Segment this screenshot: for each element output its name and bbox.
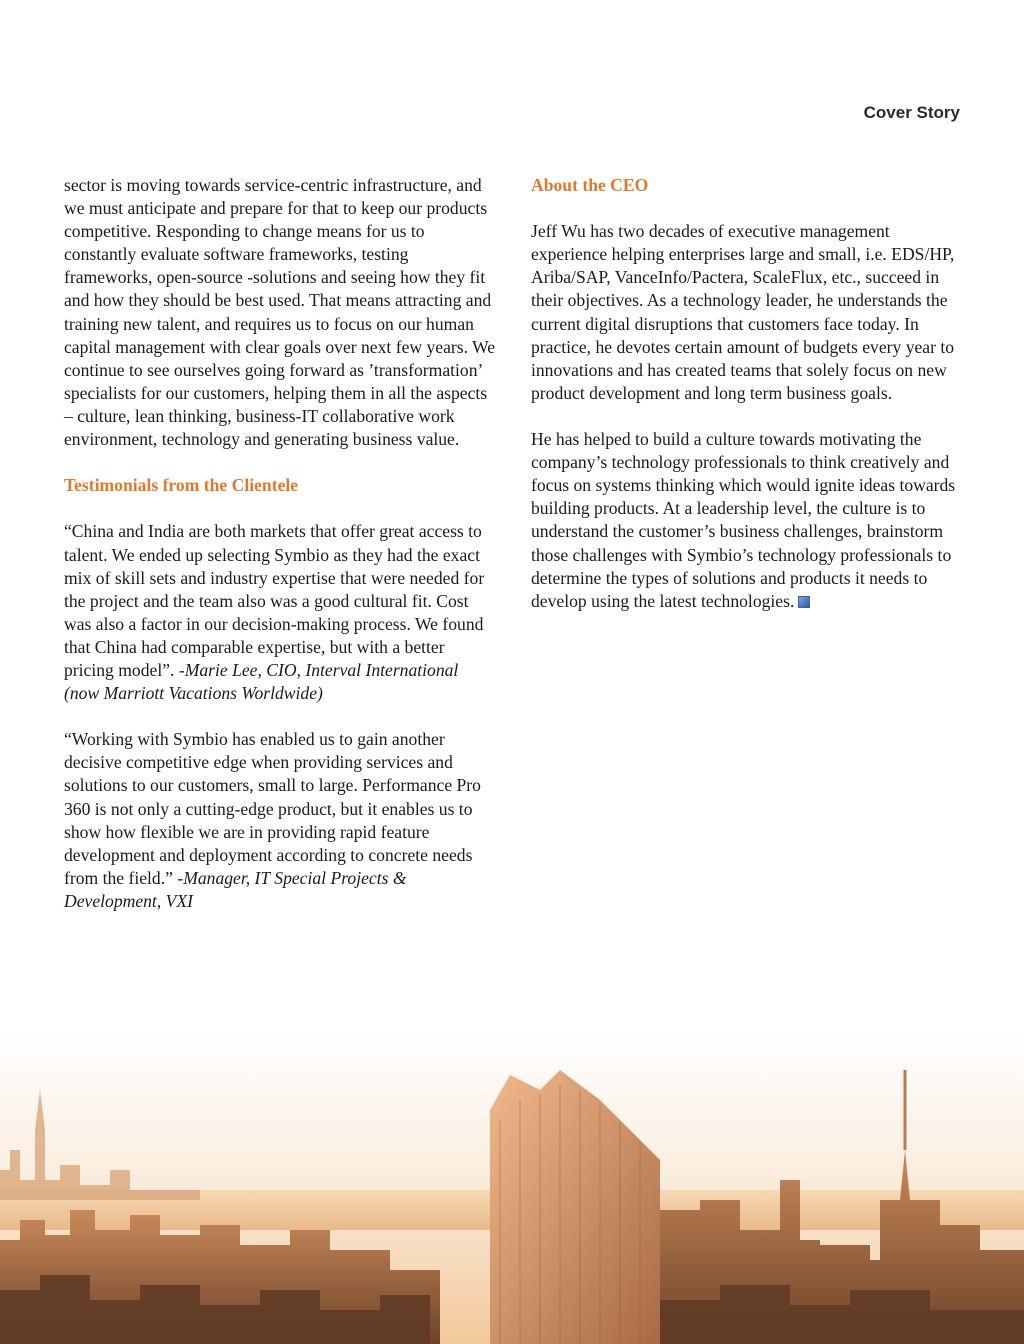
ceo-paragraph-2-text: He has helped to build a culture towards motivating the company’s technology professionals to think creatively and focus on systems thinking which would ignite ideas towards building products. At a leadership level, the culture is to understand the customer’s business challenges, brainstorm those challenges with Symbio’s technology professionals to determine the types of solutions and products it needs to develop using the latest technologies. (531, 429, 956, 611)
ceo-paragraph-2 (531, 428, 963, 613)
section-label: Cover Story (863, 103, 960, 122)
testimonial-2 (64, 728, 496, 913)
right-column (531, 174, 963, 636)
city-skyline-image (0, 1030, 1024, 1344)
about-ceo-heading: About the CEO (531, 175, 649, 195)
testimonial-2-quote: “Working with Symbio has enabled us to gain another decisive competitive edge when providing services and solutions to our customers, small to large. Performance Pro 360 is not only a cutting-edge product, but it enables us to show how flexible we are in providing rapid feature development and deployment according to concrete needs from the field.” - (64, 729, 481, 888)
ceo-paragraph-1: Jeff Wu has two decades of executive management experience helping enterprises large and small, i.e. EDS/HP, Ariba/SAP, VanceInfo/Pactera, ScaleFlux, etc., succeed in their objectives. As a technology leader, he understands the current digital disruptions that customers face today. In practice, he devotes certain amount of budgets every year to innovations and has created teams that solely focus on new product development and long term business goals. (531, 221, 955, 403)
testimonials-heading: Testimonials from the Clientele (64, 475, 299, 496)
testimonial-1-attribution: Marie Lee, CIO, Interval International (now Marriott Vacations Worldwide) (64, 659, 459, 704)
left-column (64, 174, 496, 936)
end-of-article-icon (798, 596, 810, 608)
intro-paragraph: sector is moving towards service-centric infrastructure, and we must anticipate and prepare for that to keep our products competitive. Responding to change means for us to constantly evaluate software frameworks, testing frameworks, open-source -solutions and seeing how they fit and how they should be best used. That means attracting and training new talent, and requires us to focus on our human capital management with clear goals over next few years. We continue to see ourselves going forward as ’transformation’ specialists for our customers, helping them in all the aspects – culture, lean thinking, business-IT collaborative work environment, technology and generating business value. (64, 175, 496, 450)
testimonial-1-quote: “China and India are both markets that offer great access to talent. We ended up selecting Symbio as they had the exact mix of skill sets and industry expertise that were needed for the project and the team also was a good cultural fit. Cost was also a factor in our decision-making process. We found that China had comparable expertise, but with a better pricing model”. - (64, 521, 485, 680)
testimonial-2-attribution: Manager, IT Special Projects & Development, VXI (64, 867, 407, 911)
testimonial-1 (64, 520, 496, 705)
